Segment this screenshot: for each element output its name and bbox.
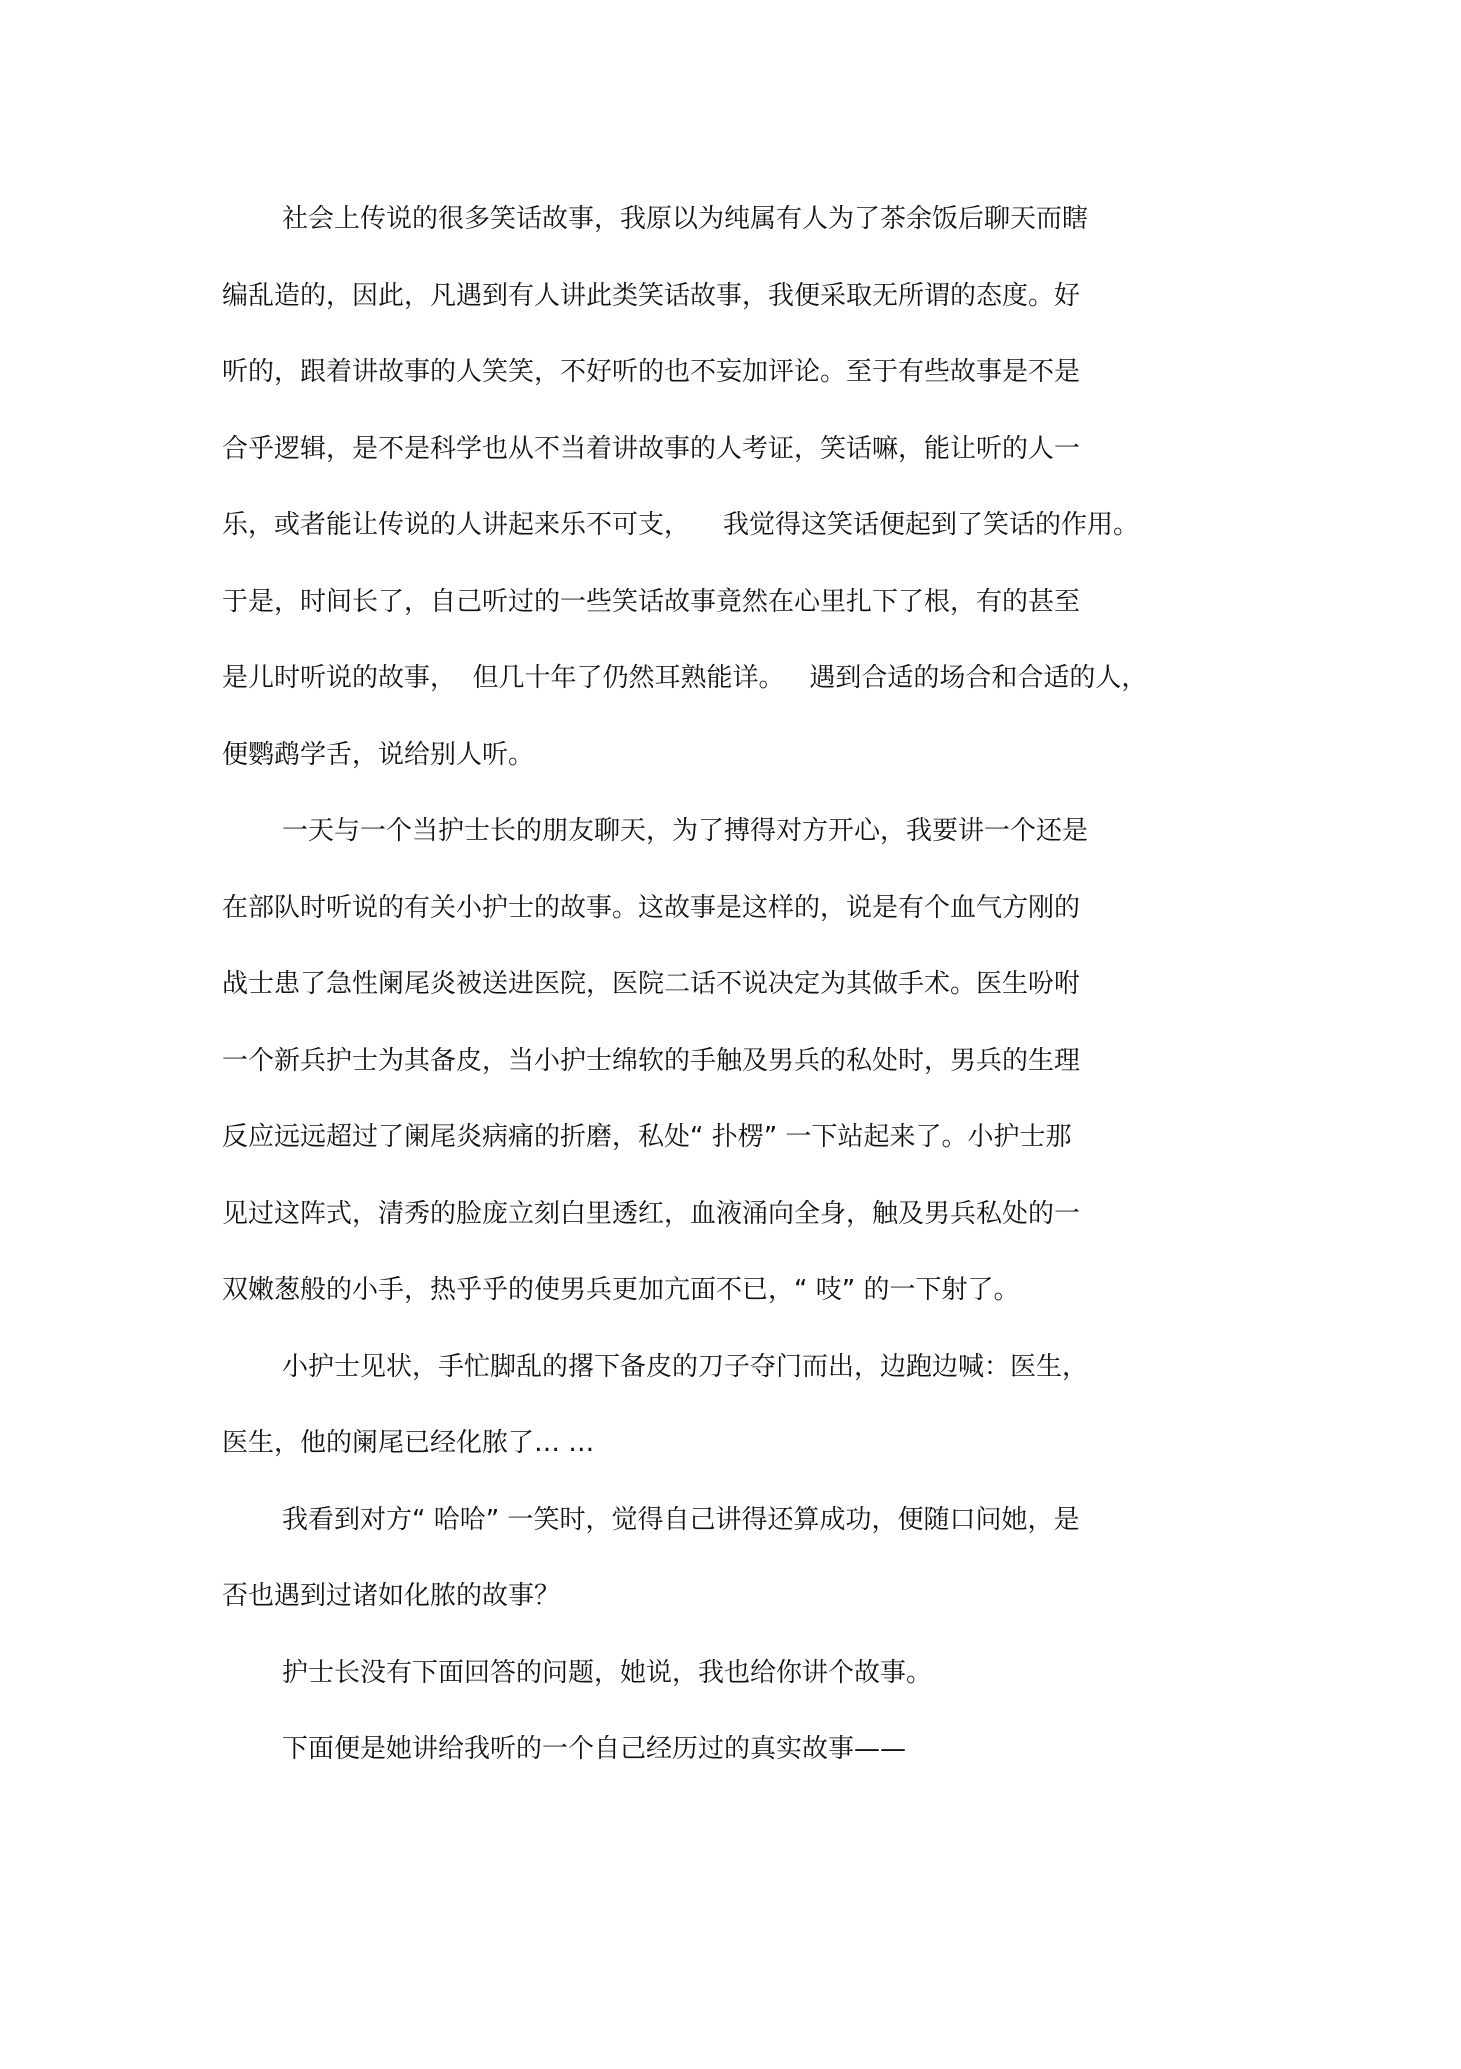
text-line: 听的，跟着讲故事的人笑笑，不好听的也不妄加评论。至于有些故事是不是 [222, 357, 1081, 387]
text-line: 双嫩葱般的小手，热乎乎的使男兵更加亢面不已，“ 吱” 的一下射了。 [222, 1275, 1020, 1305]
document-body [222, 196, 1242, 1803]
text-line: 我看到对方“ 哈哈” 一笑时，觉得自己讲得还算成功，便随口问她，是 [282, 1504, 1080, 1535]
text-line: 小护士见状，手忙脚乱的撂下备皮的刀子夺门而出，边跑边喊：医生， [282, 1351, 1089, 1382]
text-line: 否也遇到过诸如化脓的故事？ [222, 1581, 561, 1611]
text-line: 战士患了急性阑尾炎被送进医院，医院二话不说决定为其做手术。医生吩咐 [222, 969, 1081, 999]
text-line: 社会上传说的很多笑话故事，我原以为纯属有人为了茶余饭后聊天而瞎 [282, 204, 1089, 234]
text-line: 乐，或者能让传说的人讲起来乐不可支， 我觉得这笑话便起到了笑话的作用。 [222, 510, 1140, 540]
text-line: 一天与一个当护士长的朋友聊天，为了搏得对方开心，我要讲一个还是 [282, 816, 1089, 846]
text-line: 一个新兵护士为其备皮，当小护士绵软的手触及男兵的私处时，男兵的生理 [222, 1045, 1081, 1076]
text-line: 护士长没有下面回答的问题，她说，我也给你讲个故事。 [282, 1657, 933, 1688]
text-line: 在部队时听说的有关小护士的故事。这故事是这样的，说是有个血气方刚的 [222, 892, 1081, 923]
text-line: 于是，时间长了，自己听过的一些笑话故事竟然在心里扎下了根，有的甚至 [222, 586, 1081, 617]
text-line: 是儿时听说的故事， 但几十年了仍然耳熟能详。 遇到合适的场合和合适的人， [222, 663, 1148, 693]
text-line: 合乎逻辑，是不是科学也从不当着讲故事的人考证，笑话嘛，能让听的人一 [222, 433, 1081, 464]
text-line: 下面便是她讲给我听的一个自己经历过的真实故事—— [282, 1734, 907, 1764]
text-line: 见过这阵式，清秀的脸庞立刻白里透红，血液涌向全身，触及男兵私处的一 [222, 1198, 1081, 1229]
text-line: 医生，他的阑尾已经化脓了… … [222, 1428, 595, 1458]
text-line: 便鹦鹉学舌，说给别人听。 [222, 739, 535, 770]
text-line: 反应远远超过了阑尾炎病痛的折磨，私处“ 扑楞” 一下站起来了。小护士那 [222, 1122, 1072, 1152]
text-line: 编乱造的，因此，凡遇到有人讲此类笑话故事，我便采取无所谓的态度。好 [222, 280, 1081, 311]
